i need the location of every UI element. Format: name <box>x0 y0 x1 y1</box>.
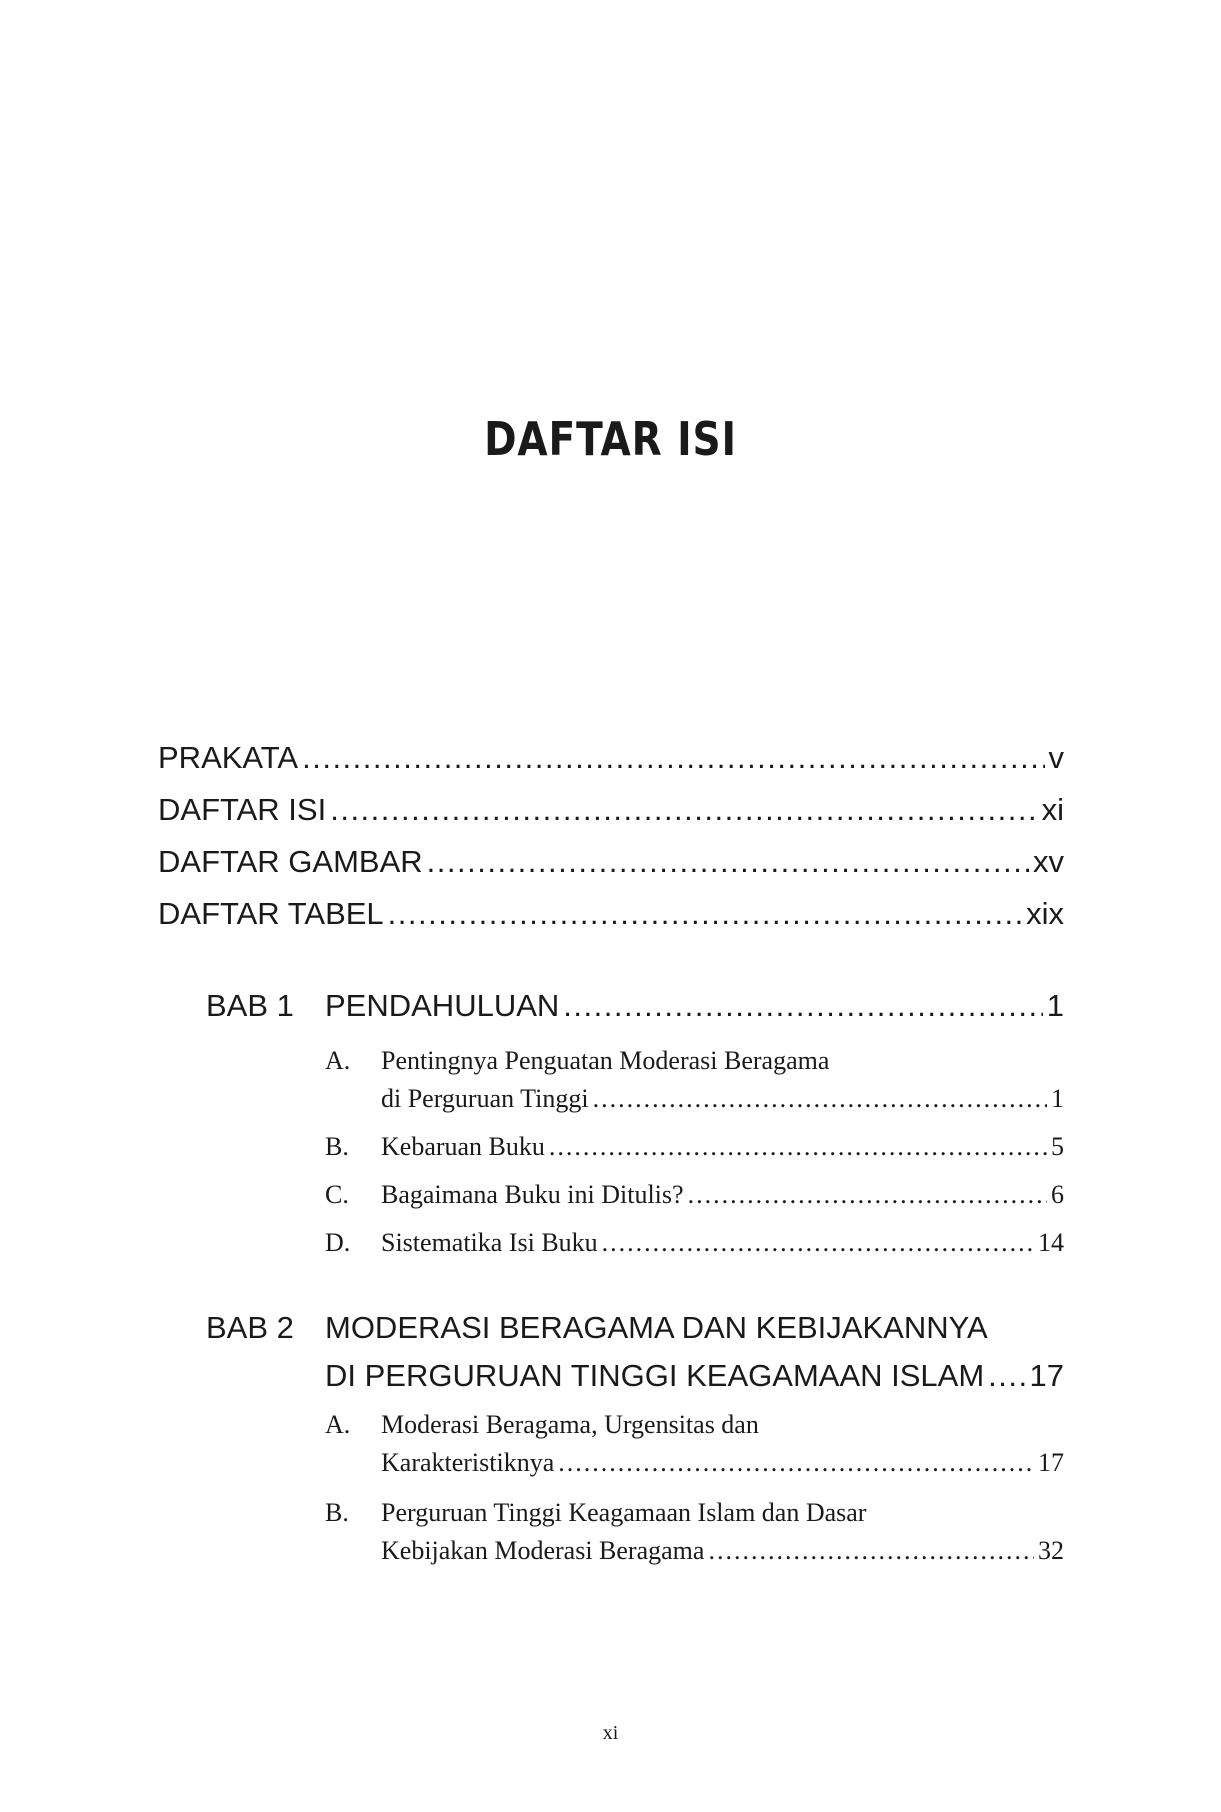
dot-leader <box>688 1180 1047 1210</box>
section-letter: D. <box>325 1228 351 1257</box>
dot-leader <box>988 1358 1025 1394</box>
toc-section-1a[interactable] <box>381 1084 1064 1114</box>
page-folio: xi <box>602 1722 619 1744</box>
toc-entry-label: PRAKATA <box>158 740 299 775</box>
section-letter: A. <box>325 1410 351 1439</box>
section-page: 14 <box>1038 1228 1064 1257</box>
dot-leader <box>388 896 1022 932</box>
section-title-line: Moderasi Beragama, Urgensitas dan <box>381 1410 759 1439</box>
toc-chapter-1[interactable] <box>325 988 1064 1024</box>
toc-section-1d[interactable] <box>381 1228 1064 1258</box>
section-title-line: di Perguruan Tinggi <box>381 1084 589 1113</box>
page-title: DAFTAR ISI <box>484 412 737 466</box>
section-title-line: Karakteristiknya <box>381 1448 555 1477</box>
chapter-page: 1 <box>1046 988 1064 1023</box>
toc-entry-label: DAFTAR GAMBAR <box>158 844 423 879</box>
dot-leader <box>708 1536 1034 1566</box>
toc-section-2a[interactable] <box>381 1448 1064 1478</box>
dot-leader <box>563 988 1042 1024</box>
dot-leader <box>330 792 1037 828</box>
toc-entry-prakata[interactable] <box>158 740 1064 776</box>
section-title-line: Kebaruan Buku <box>381 1132 545 1161</box>
section-title-line: Bagaimana Buku ini Ditulis? <box>381 1180 684 1209</box>
dot-leader <box>549 1132 1047 1162</box>
section-letter: B. <box>325 1132 349 1161</box>
chapter-title: PENDAHULUAN <box>325 988 560 1023</box>
toc-entry-page: xix <box>1026 896 1064 931</box>
toc-section-1b[interactable] <box>381 1132 1064 1162</box>
dot-leader <box>593 1084 1047 1114</box>
chapter-page: 17 <box>1029 1358 1064 1393</box>
toc-entry-page: v <box>1048 740 1064 775</box>
section-page: 1 <box>1051 1084 1064 1113</box>
section-title-line: Pentingnya Penguatan Moderasi Beragama <box>381 1046 830 1075</box>
section-page: 6 <box>1051 1180 1064 1209</box>
section-title-line: Perguruan Tinggi Keagamaan Islam dan Dasar <box>381 1498 867 1527</box>
section-title-line: Sistematika Isi Buku <box>381 1228 598 1257</box>
toc-entry-label: DAFTAR ISI <box>158 792 327 827</box>
toc-entry-page: xi <box>1041 792 1064 827</box>
dot-leader <box>427 844 1029 880</box>
section-title-line: Kebijakan Moderasi Beragama <box>381 1536 705 1565</box>
toc-entry-daftar-isi[interactable] <box>158 792 1064 828</box>
toc-section-1c[interactable] <box>381 1180 1064 1210</box>
dot-leader <box>558 1448 1034 1478</box>
toc-chapter-2[interactable] <box>325 1358 1064 1394</box>
dot-leader <box>602 1228 1034 1258</box>
toc-entry-daftar-tabel[interactable] <box>158 896 1064 932</box>
chapter-title: MODERASI BERAGAMA DAN KEBIJAKANNYA <box>325 1310 988 1345</box>
section-page: 5 <box>1051 1132 1064 1161</box>
chapter-number: BAB 2 <box>206 1310 294 1345</box>
section-letter: A. <box>325 1046 351 1075</box>
dot-leader <box>302 740 1044 776</box>
toc-entry-label: DAFTAR TABEL <box>158 896 384 931</box>
chapter-title: DI PERGURUAN TINGGI KEAGAMAAN ISLAM <box>325 1358 985 1393</box>
toc-entry-page: xv <box>1033 844 1064 879</box>
section-letter: C. <box>325 1180 349 1209</box>
toc-section-2b[interactable] <box>381 1536 1064 1566</box>
toc-entry-daftar-gambar[interactable] <box>158 844 1064 880</box>
section-page: 17 <box>1038 1448 1064 1477</box>
section-letter: B. <box>325 1498 349 1527</box>
section-page: 32 <box>1038 1536 1064 1565</box>
chapter-number: BAB 1 <box>206 988 294 1023</box>
